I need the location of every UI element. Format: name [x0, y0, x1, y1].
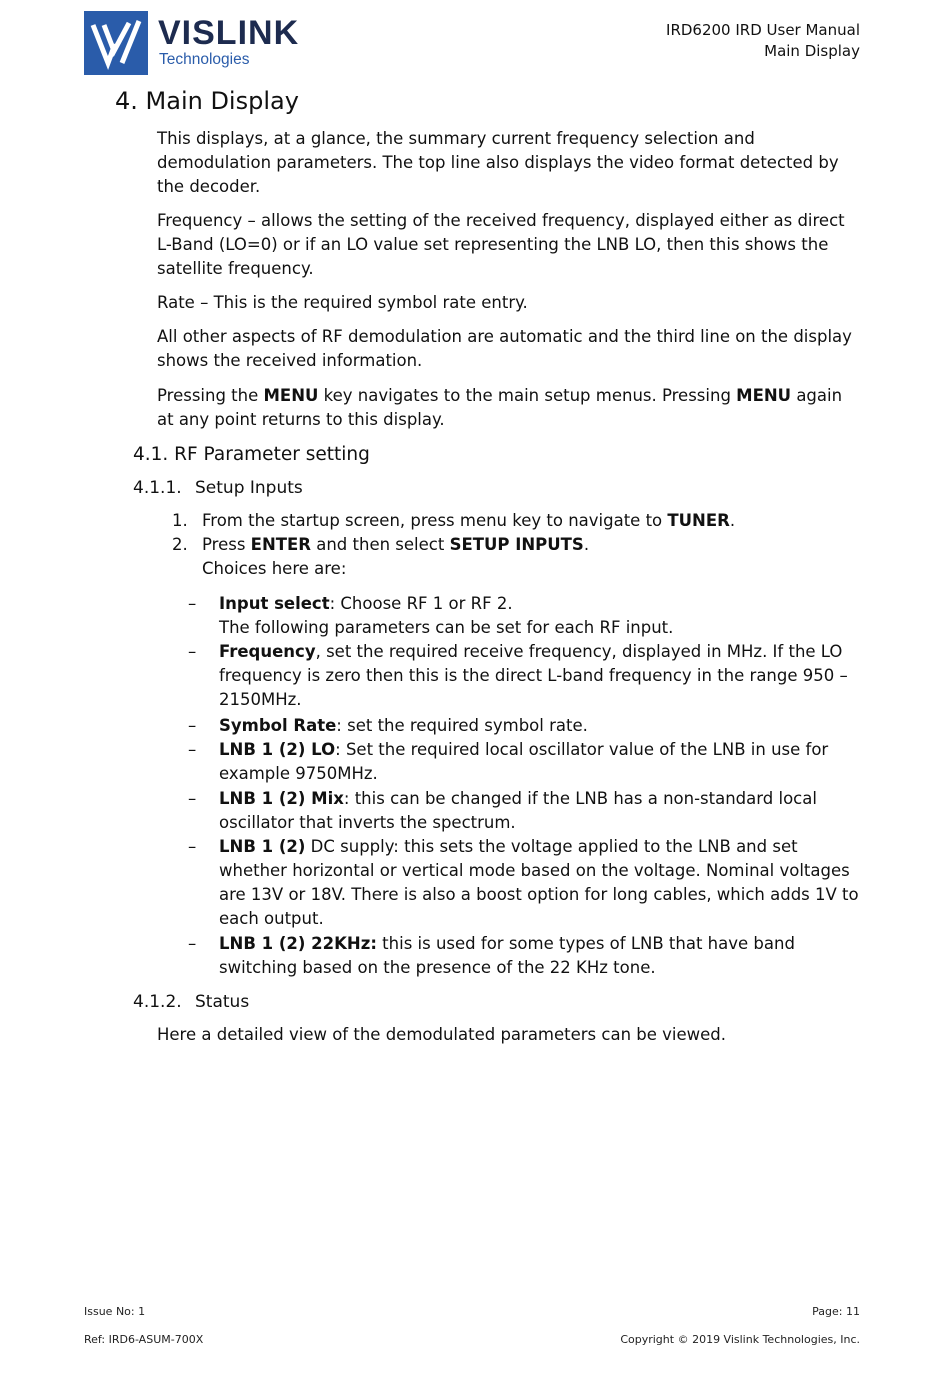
logo-subtitle: Technologies	[159, 51, 250, 68]
rf-auto-paragraph: All other aspects of RF demodulation are automatic and the third line on the display shows the received information.	[157, 327, 852, 370]
menu-key-label: MENU	[263, 386, 319, 405]
page-number: Page: 11	[812, 1305, 860, 1318]
issue-number: Issue No: 1	[84, 1305, 146, 1318]
copyright: Copyright © 2019 Vislink Technologies, Inc.	[620, 1333, 860, 1346]
menu-paragraph: Pressing the MENU key navigates to the main setup menus. Pressing MENU again at any point returns to this display.	[157, 386, 843, 429]
page-title: 4. Main Display	[115, 87, 299, 115]
manual-title: IRD6200 IRD User Manual	[666, 21, 860, 39]
running-header	[666, 20, 860, 62]
document-ref: Ref: IRD6-ASUM-700X	[84, 1333, 204, 1346]
menu-key-label: MENU	[736, 386, 792, 405]
logo-wordmark: VISLINK	[158, 14, 300, 52]
frequency-paragraph: Frequency – allows the setting of the received frequency, displayed either as direct L-Band (LO=0) or if an LO value set representing the LNB LO, then this shows the satellite frequency.	[157, 211, 845, 278]
section-name: Main Display	[764, 42, 860, 60]
rate-paragraph: Rate – This is the required symbol rate entry.	[157, 293, 528, 312]
status-paragraph: Here a detailed view of the demodulated parameters can be viewed.	[157, 1025, 727, 1044]
rf-parameter-heading: 4.1. RF Parameter setting	[133, 444, 370, 465]
status-heading: 4.1.2. Status	[133, 992, 250, 1012]
vislink-logo	[84, 11, 300, 77]
intro-paragraph: This displays, at a glance, the summary current frequency selection and demodulation parameters. The top line also displays the video format detected by the decoder.	[157, 129, 839, 196]
setup-inputs-heading: 4.1.1. Setup Inputs	[133, 478, 303, 498]
logo-mark-icon	[84, 11, 148, 75]
